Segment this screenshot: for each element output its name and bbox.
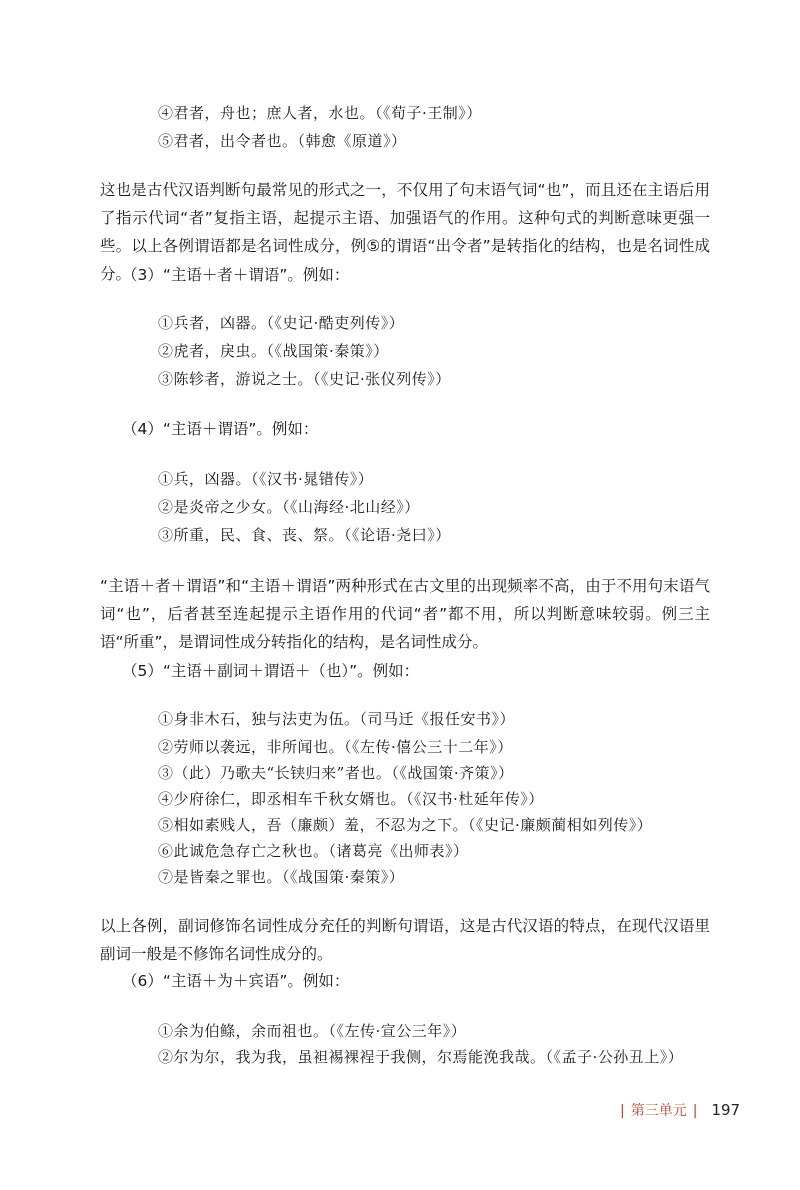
example-line: ⑤相如素贱人，吾（廉颇）羞，不忍为之下。（《史记·廉颇蔺相如列传》） — [158, 816, 653, 834]
explanation-paragraph: 这也是古代汉语判断句最常见的形式之一，不仅用了句末语气词“也”，而且还在主语后用了指示代词“者”复指主语，起提示主语、加强语气的作用。这种句式的判断意味更强一些。以上各例谓语都是名词性成分，例⑤的谓语“出令者”是转指化的结构，也是名词性成分。 — [100, 181, 710, 283]
example-line: ⑤君者，出令者也。（韩愈《原道》） — [158, 132, 407, 150]
example-line: ④少府徐仁，即丞相车千秋女婿也。（《汉书·杜延年传》） — [158, 790, 544, 808]
unit-label: 第三单元 — [630, 1103, 687, 1119]
example-line: ①身非木石，独与法吏为伍。（司马迁《报任安书》） — [158, 710, 516, 728]
example-line: ②劳师以袭远，非所闻也。（《左传·僖公三十二年》） — [158, 738, 513, 756]
explanation-paragraph: “主语＋者＋谓语”和“主语＋谓语”两种形式在古文里的出现频率不高，由于不用句末语气词“也”，后者甚至连起提示主语作用的代词“者”都不用，所以判断意味较弱。例三主语“所重”，是谓词性成分转指化的结构，是名词性成分。 — [100, 577, 710, 651]
example-line: ③所重，民、食、丧、祭。（《论语·尧曰》） — [158, 526, 451, 544]
example-line: ①兵，凶器。（《汉书·晁错传》） — [158, 470, 374, 488]
section-heading: （4）“主语＋谓语”。例如： — [122, 420, 319, 438]
divider: | — [692, 1103, 698, 1119]
example-line: ①余为伯鲦，余而祖也。（《左传·宣公三年》） — [158, 1022, 467, 1040]
page-footer — [614, 1100, 740, 1120]
page-number: 197 — [711, 1101, 741, 1119]
example-line: ②尔为尔，我为我，虽袒裼裸裎于我侧，尔焉能浼我哉。（《孟子·公孙丑上》） — [158, 1048, 684, 1066]
example-line: ⑥此诚危急存亡之秋也。（诸葛亮《出师表》） — [158, 842, 469, 860]
example-line: ②虎者，戾虫。（《战国策·秦策》） — [158, 342, 389, 360]
example-line: ②是炎帝之少女。（《山海经·北山经》） — [158, 498, 420, 516]
section-heading: （3）“主语＋者＋谓语”。例如： — [122, 266, 350, 284]
explanation-paragraph: 以上各例，副词修饰名词性成分充任的判断句谓语，这是古代汉语的特点，在现代汉语里副词一般是不修饰名词性成分的。 — [100, 917, 710, 963]
example-line: ①兵者，凶器。（《史记·酷吏列传》） — [158, 314, 405, 332]
example-line: ⑦是皆秦之罪也。（《战国策·秦策》） — [158, 868, 405, 886]
section-heading: （6）“主语＋为＋宾语”。例如： — [122, 972, 350, 990]
example-line: ③（此）乃歌夫“长铗归来”者也。（《战国策·齐策》） — [158, 764, 514, 782]
section-heading: （5）“主语＋副词＋谓语＋（也）”。例如： — [122, 662, 420, 680]
example-line: ③陈轸者，游说之士。（《史记·张仪列传》） — [158, 370, 451, 388]
divider: | — [620, 1103, 625, 1119]
example-line: ④君者，舟也；庶人者，水也。（《荀子·王制》） — [158, 104, 482, 122]
